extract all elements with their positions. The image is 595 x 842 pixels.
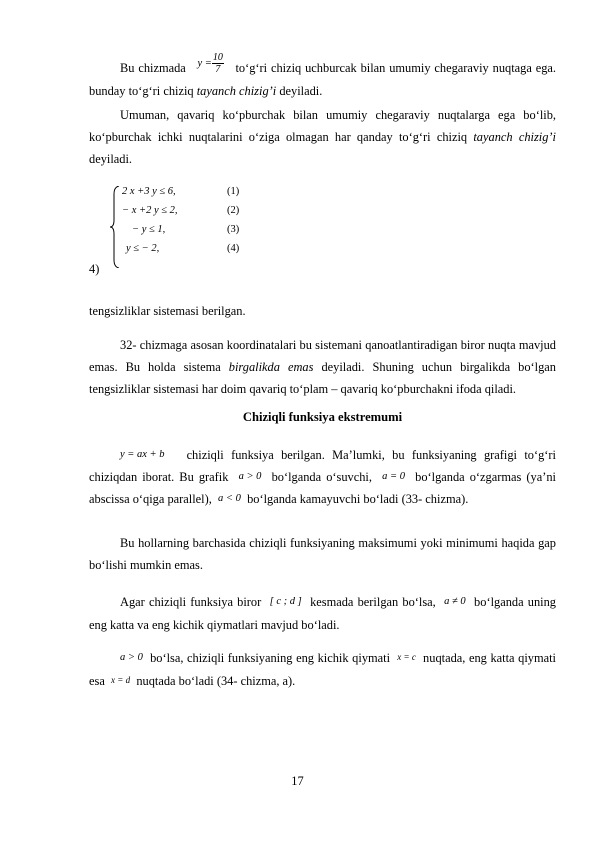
inequality-1: 2 x +3 y ≤ 6, (122, 186, 176, 197)
term-tayanch-1: tayanch chizig’i (196, 84, 277, 98)
fraction-denominator: 7 (215, 64, 221, 76)
paragraph-4 (89, 334, 556, 400)
p5-text-a: chiziqli funksiya berilgan. Ma’lumki, bu funksiyaning grafigi to‘g‘ri chiziqdan iborat. Bu grafik (89, 448, 556, 484)
inequality-tag-4: (4) (227, 243, 240, 254)
left-brace (110, 186, 120, 268)
point-x-eq-d: x = d (111, 675, 131, 685)
paragraph-6 (89, 532, 556, 576)
p8-text-b: nuqtada, eng katta qiymati esa (89, 651, 557, 688)
inequality-2: − x +2 y ≤ 2, (122, 205, 178, 216)
condition-a-lt-0: a < 0 (218, 493, 241, 504)
system-number: 4) (89, 262, 100, 276)
page-number: 17 (291, 774, 304, 788)
condition-a-gt-0: a > 0 (238, 471, 262, 482)
condition-a-ne-0: a ≠ 0 (444, 596, 466, 607)
condition-a-eq-0: a = 0 (382, 471, 405, 482)
p1-text-a: Bu chizmada (120, 61, 186, 75)
condition-a-gt-0-2: a > 0 (120, 652, 143, 663)
p4-text-a: 32- chizmaga asosan koordinatalari bu sistemani qanoatlantiradigan biror nuqta mavjud emas. Bu holda sistema (89, 338, 556, 374)
p5-text-c: bo‘lganda o‘zgarmas (ya’ni abscissa o‘qiga parallel), (89, 470, 556, 506)
p5-text-d: bo‘lganda kamayuvchi bo‘ladi (33- chizma). (247, 492, 469, 506)
p8-text-a: bo‘lsa, chiziqli funksiyaning eng kichik qiymati (150, 651, 391, 665)
p8-text-c: nuqtada bo‘ladi (34- chizma, a). (136, 674, 296, 688)
p5-text-b: bo‘lganda o‘suvchi, (271, 470, 372, 484)
term-tayanch-2: tayanch chizig’i (473, 130, 556, 144)
paragraph-2 (89, 104, 556, 170)
p7-text-b: kesmada berilgan bo‘lsa, (310, 595, 436, 609)
frac-lhs: y = (197, 58, 212, 69)
paragraph-1 (89, 52, 556, 103)
p1-text-b: to‘g‘ri chiziq uchburcak bilan umumiy chegaraviy nuqtaga ega. bunday to‘g‘ri chiziq (89, 61, 557, 98)
section-heading: Chiziqli funksiya ekstremumi (242, 410, 403, 424)
inequality-4: y ≤ − 2, (126, 243, 160, 254)
inequality-tag-2: (2) (227, 205, 240, 216)
paragraph-8 (89, 646, 556, 692)
p2-text-a: Umuman, qavariq ko‘pburchak bilan umumiy chegaraviy nuqtalarga ega bo‘lib, ko‘pburchak ichki nuqtalarini o‘ziga olmagan har qanday to‘g‘ri chiziq (89, 108, 556, 144)
p7-text-a: Agar chiziqli funksiya biror (120, 595, 262, 609)
inequality-tag-1: (1) (227, 186, 240, 197)
formula-linear-function: y = ax + b (120, 449, 165, 460)
segment-c-d: [ c ; d ] (269, 596, 302, 607)
fraction (212, 52, 224, 75)
p1-text-c: deyiladi. (279, 84, 323, 98)
formula-y-10-7 (197, 52, 223, 75)
fraction-numerator: 10 (212, 52, 223, 64)
p3-text: tengsizliklar sistemasi berilgan. (89, 304, 246, 318)
inequality-system (110, 178, 270, 278)
inequality-3: − y ≤ 1, (132, 224, 166, 235)
inequality-tag-3: (3) (227, 224, 240, 235)
p6-text: Bu hollarning barchasida chiziqli funksiyaning maksimumi yoki minimumi haqida gap bo‘lishi mumkin emas. (89, 536, 556, 572)
p2-text-c: deyiladi. (89, 152, 133, 166)
point-x-eq-c: x = c (397, 652, 416, 662)
paragraph-5 (89, 444, 556, 510)
p4-text-c: deyiladi. Shuning uchun birgalikda bo‘lgan tengsizliklar sistemasi har doim qavariq to‘plam – qavariq ko‘pburchakni ifoda qiladi. (89, 360, 556, 396)
p7-text-c: bo‘lganda uning eng katta va eng kichik qiymatlari mavjud bo‘ladi. (89, 595, 556, 632)
paragraph-3 (89, 300, 556, 322)
paragraph-7 (89, 590, 556, 637)
term-birgalikda-emas: birgalikda emas (228, 360, 314, 374)
